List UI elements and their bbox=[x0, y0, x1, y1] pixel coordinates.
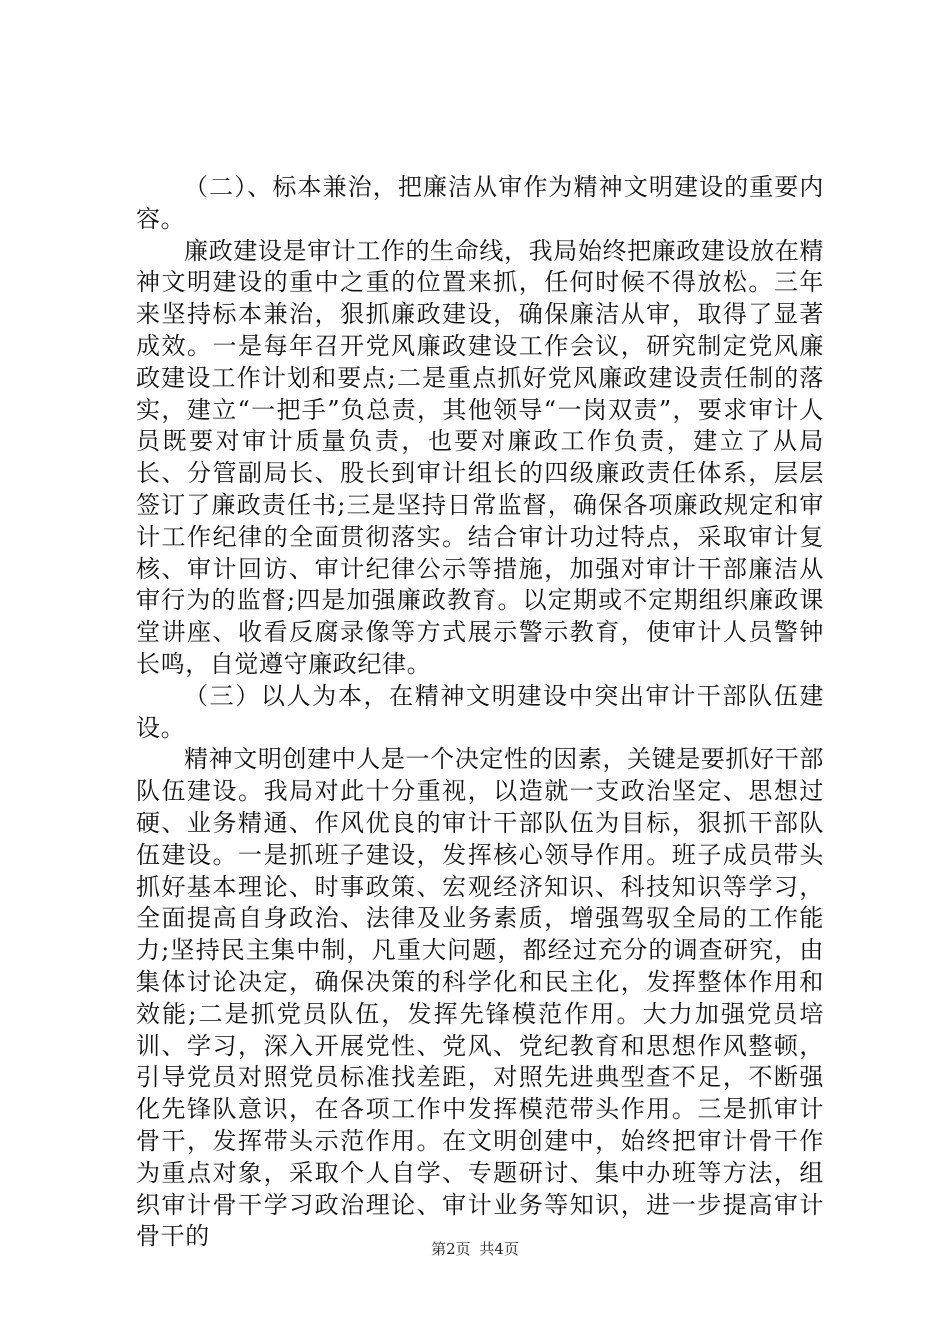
section-heading-3: （三）以人为本，在精神文明建设中突出审计干部队伍建设。 bbox=[136, 681, 824, 742]
page-number: 第2页 bbox=[431, 1240, 471, 1258]
body-paragraph-integrity: 廉政建设是审计工作的生命线，我局始终把廉政建设放在精神文明建设的重中之重的位置来抓，任何时候不得放松。三年来坚持标本兼治，狠抓廉政建设，确保廉洁从审，取得了显著成效。一是每年召开党风廉政建设工作会议，研究制定党风廉政建设工作计划和要点;二是重点抓好党风廉政建设责任制的落实，建立“一把手”负总责，其他领导“一岗双责”，要求审计人员既要对审计质量负责，也要对廉政工作负责，建立了从局长、分管副局长、股长到审计组长的四级廉政责任体系，层层签订了廉政责任书;三是坚持日常监督，确保各项廉政规定和审计工作纪律的全面贯彻落实。结合审计功过特点，采取审计复核、审计回访、审计纪律公示等措施，加强对审计干部廉洁从审行为的监督;四是加强廉政教育。以定期或不定期组织廉政课堂讲座、收看反腐录像等方式展示警示教育，使审计人员警钟长鸣，自觉遵守廉政纪律。 bbox=[136, 236, 824, 678]
page-total: 共4页 bbox=[479, 1240, 519, 1258]
body-paragraph-team-building: 精神文明创建中人是一个决定性的因素，关键是要抓好干部队伍建设。我局对此十分重视，以造就一支政治坚定、思想过硬、业务精通、作风优良的审计干部队伍为目标，狠抓干部队伍建设。一是抓班子建设，发挥核心领导作用。班子成员带头抓好基本理论、时事政策、宏观经济知识、科技知识等学习，全面提高自身政治、法律及业务素质，增强驾驭全局的工作能力;坚持民主集中制，凡重大问题，都经过充分的调查研究，由集体讨论决定，确保决策的科学化和民主化，发挥整体作用和效能;二是抓党员队伍，发挥先锋模范作用。大力加强党员培训、学习，深入开展党性、党风、党纪教育和思想作风整顿，引导党员对照党员标准找差距，对照先进典型查不足，不断强化先锋队意识，在各项工作中发挥模范带头作用。三是抓审计骨干，发挥带头示范作用。在文明创建中，始终把审计骨干作为重点对象，采取个人自学、专题研讨、集中办班等方法，组织审计骨干学习政治理论、审计业务等知识，进一步提高审计骨干的 bbox=[136, 745, 824, 1251]
document-body bbox=[136, 172, 824, 1253]
page-footer bbox=[0, 1239, 950, 1259]
section-heading-2: （二）、标本兼治，把廉洁从审作为精神文明建设的重要内容。 bbox=[136, 173, 824, 233]
